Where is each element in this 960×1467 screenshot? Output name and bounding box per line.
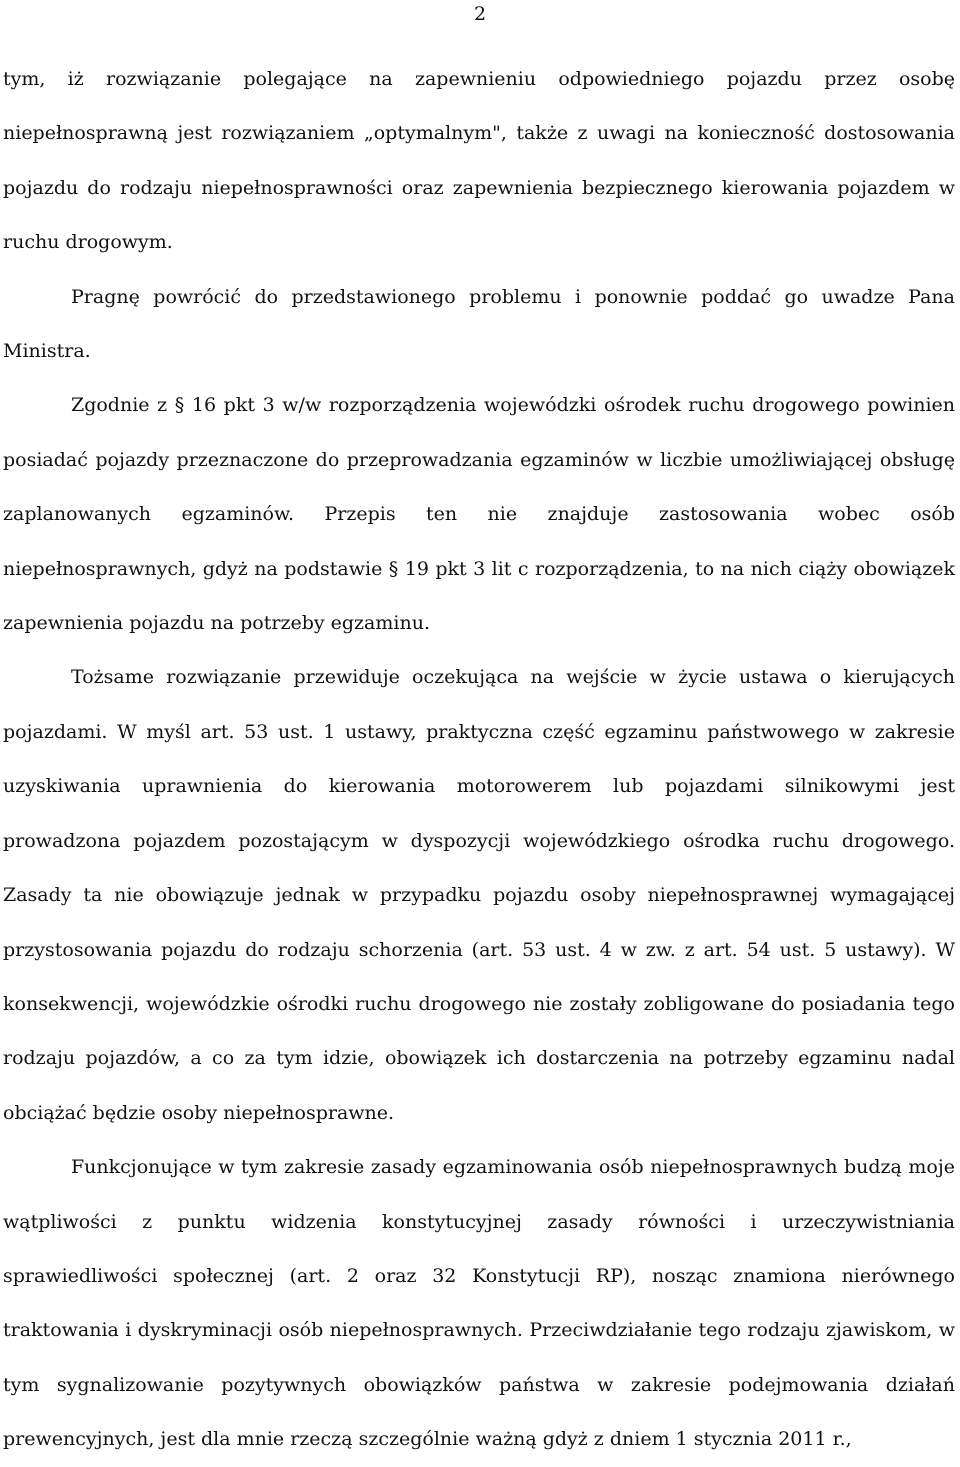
page-number: 2 <box>473 3 487 25</box>
document-body <box>3 52 955 1467</box>
paragraph-constitutional-concerns: Funkcjonujące w tym zakresie zasady egzaminowania osób niepełnosprawnych budzą moje wątpliwości z punktu widzenia konstytucyjnej zasady równości i urzeczywistniania sprawiedliwości społecznej (art. 2 oraz 32 Konstytucji RP), nosząc znamiona nierównego traktowania i dyskryminacji osób niepełnosprawnych. Przeciwdziałanie tego rodzaju zjawiskom, w tym sygnalizowanie pozytywnych obowiązków państwa w zakresie podejmowania działań prewencyjnych, jest dla mnie rzeczą szczególnie ważną gdyż z dniem 1 stycznia 2011 r., <box>3 1156 955 1451</box>
paragraph-statute: Tożsame rozwiązanie przewiduje oczekująca na wejście w życie ustawa o kierujących pojazdami. W myśl art. 53 ust. 1 ustawy, praktyczna część egzaminu państwowego w zakresie uzyskiwania uprawnienia do kierowania motorowerem lub pojazdami silnikowymi jest prowadzona pojazdem pozostającym w dyspozycji wojewódzkiego ośrodka ruchu drogowego. Zasady ta nie obowiązuje jednak w przypadku pojazdu osoby niepełnosprawnej wymagającej przystosowania pojazdu do rodzaju schorzenia (art. 53 ust. 4 w zw. z art. 54 ust. 5 ustawy). W konsekwencji, wojewódzkie ośrodki ruchu drogowego nie zostały zobligowane do posiadania tego rodzaju pojazdów, a co za tym idzie, obowiązek ich dostarczenia na potrzeby egzaminu nadal obciążać będzie osoby niepełnosprawne. <box>3 666 955 1124</box>
paragraph-continuation: tym, iż rozwiązanie polegające na zapewnieniu odpowiedniego pojazdu przez osobę niepełnosprawną jest rozwiązaniem „optymalnym", także z uwagi na konieczność dostosowania pojazdu do rodzaju niepełnosprawności oraz zapewnienia bezpiecznego kierowania pojazdem w ruchu drogowym. <box>3 68 955 254</box>
paragraph-request: Pragnę powrócić do przedstawionego problemu i ponownie poddać go uwadze Pana Ministra. <box>3 285 955 363</box>
paragraph-regulation: Zgodnie z § 16 pkt 3 w/w rozporządzenia wojewódzki ośrodek ruchu drogowego powinien posiadać pojazdy przeznaczone do przeprowadzania egzaminów w liczbie umożliwiającej obsługę zaplanowanych egzaminów. Przepis ten nie znajduje zastosowania wobec osób niepełnosprawnych, gdyż na podstawie § 19 pkt 3 lit c rozporządzenia, to na nich ciąży obowiązek zapewnienia pojazdu na potrzeby egzaminu. <box>3 394 955 635</box>
